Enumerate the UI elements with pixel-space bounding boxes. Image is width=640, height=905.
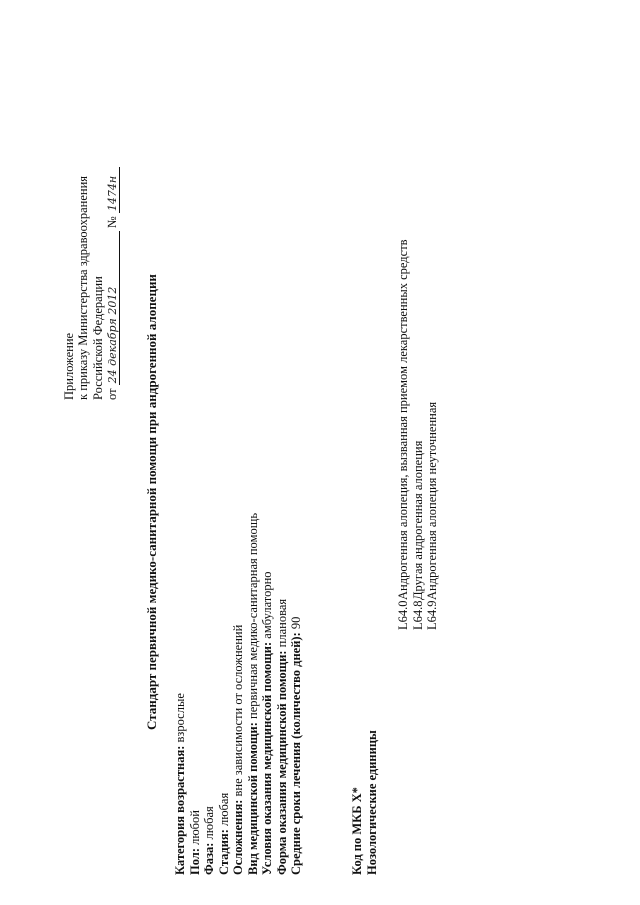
from-prefix: от (105, 388, 120, 400)
param-value: первичная медико-санитарная помощь (245, 512, 260, 723)
param-value: любая (202, 806, 216, 843)
codes-header (350, 730, 379, 875)
icd-code-row (396, 239, 411, 630)
icd-code-row (411, 239, 426, 630)
param-value: плановая (274, 598, 289, 651)
number-label: № (105, 216, 120, 229)
param-row (275, 513, 290, 875)
page-title: Стандарт первичной медико-санитарной помощи при андрогенной алопеции (144, 274, 159, 730)
param-label: Пол: (187, 848, 202, 875)
param-value: любой (187, 810, 202, 849)
param-value: взрослые (173, 693, 187, 746)
icd-code-row (425, 239, 440, 630)
appendix-line-2: к приказу Министерства здравоохранения (76, 175, 91, 400)
param-value: вне зависимости от осложнений (231, 624, 245, 800)
param-label: Осложнения: (231, 799, 245, 875)
nosological-units-heading: Нозологические единицы (364, 730, 379, 875)
param-row (246, 513, 261, 875)
icd-code-name: Другая андрогенная алопеция (410, 440, 425, 600)
icd-code: L64.8 (410, 600, 425, 630)
icd-code-name: Андрогенная алопеция, вызванная приемом лекарственных средств (396, 239, 410, 600)
handwritten-number: 1474н (107, 167, 120, 213)
param-row (202, 513, 217, 875)
handwritten-date: 24 декабря 2012 (107, 231, 120, 385)
icd-code-list (396, 239, 440, 630)
param-row (289, 513, 304, 875)
param-label: Фаза: (202, 842, 216, 875)
param-row (173, 513, 188, 875)
icd-code-name: Андрогенная алопеция неуточненная (425, 401, 439, 600)
appendix-line-3: Российской Федерации (90, 276, 105, 400)
appendix-line-1: Приложение (62, 332, 76, 400)
param-value: амбулаторно (260, 571, 274, 642)
param-label: Вид медицинской помощи: (245, 722, 260, 875)
appendix-header (62, 167, 120, 400)
param-label: Условия оказания медицинской помощи: (260, 641, 274, 875)
param-label: Стадия: (216, 829, 231, 875)
param-row (188, 513, 203, 875)
param-row (217, 513, 232, 875)
icd-code: L64.9 (425, 600, 439, 630)
param-value: 90 (289, 616, 303, 633)
param-row (231, 513, 246, 875)
param-value: любая (216, 792, 231, 830)
param-label: Средние сроки лечения (количество дней): (289, 632, 303, 875)
param-label: Категория возрастная: (173, 745, 187, 875)
param-label: Форма оказания медицинской помощи: (274, 650, 289, 875)
param-row (260, 513, 275, 875)
icd-code-heading: Код по МКБ X* (350, 787, 364, 875)
appendix-order-line (105, 167, 120, 400)
standard-parameters (173, 513, 304, 875)
icd-code: L64.0 (396, 600, 410, 630)
